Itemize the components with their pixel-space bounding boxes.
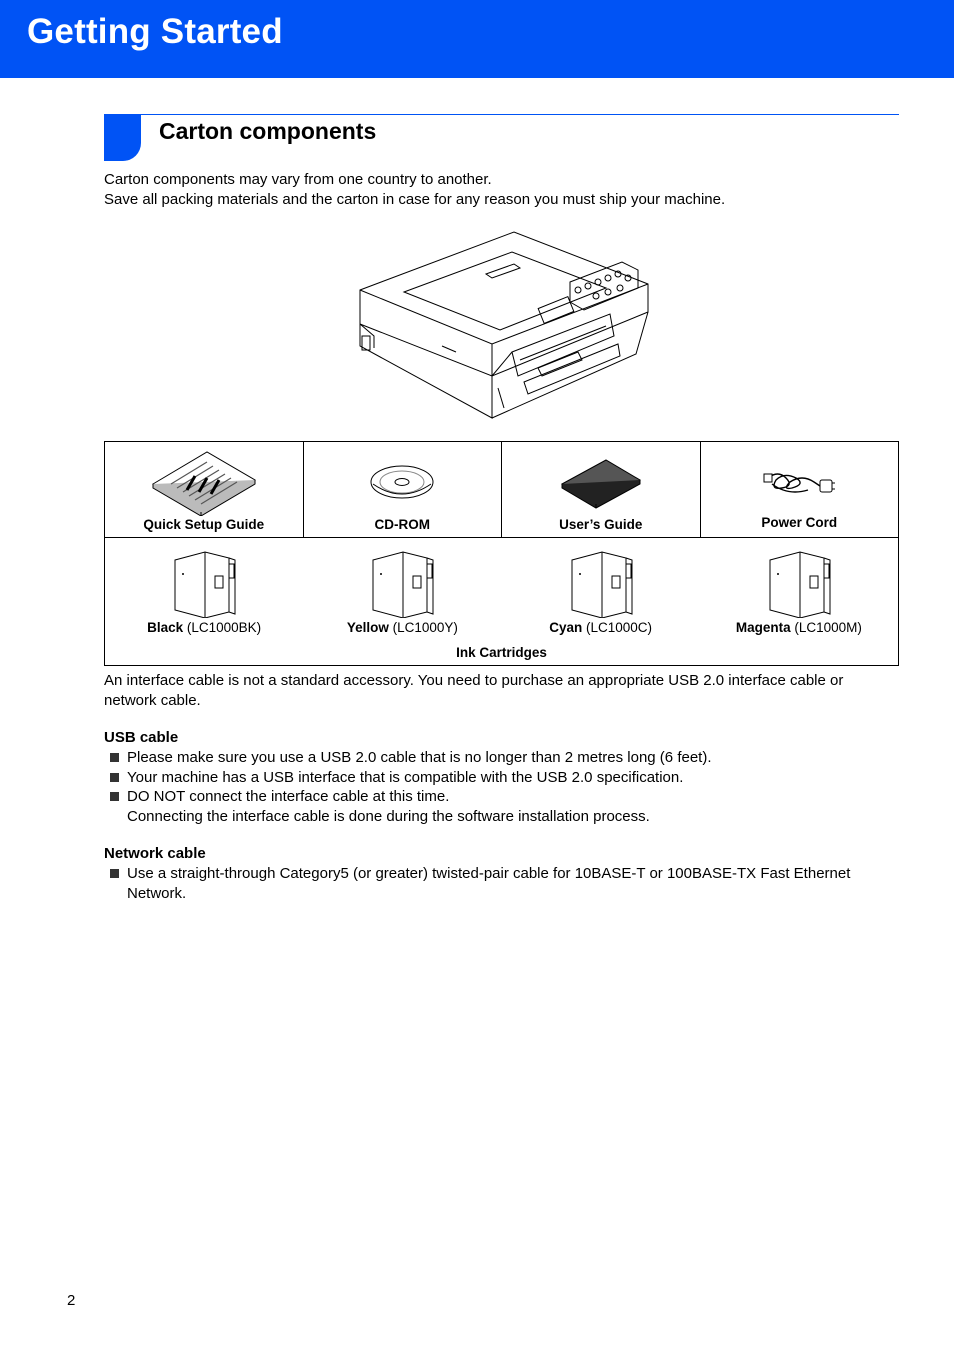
users-guide-icon xyxy=(560,458,642,510)
component-cell-quick-setup-guide xyxy=(105,442,304,538)
ink-color-name: Cyan xyxy=(549,620,583,635)
ink-cartridge-icon xyxy=(369,548,435,618)
ink-cartridge-icon xyxy=(568,548,634,618)
carton-components-table xyxy=(104,441,899,666)
bullet-square-icon xyxy=(110,773,119,782)
component-cell-cd-rom xyxy=(303,442,502,538)
ink-cartridge-icon xyxy=(171,548,237,618)
cd-rom-icon xyxy=(369,464,435,500)
ink-cartridge-icon xyxy=(766,548,832,618)
ink-cartridge-black xyxy=(105,538,303,638)
page-title: Getting Started xyxy=(27,12,283,51)
ink-color-name: Yellow xyxy=(346,620,389,635)
ink-code: (LC1000M) xyxy=(794,620,862,635)
component-cell-power-cord xyxy=(700,442,899,538)
intro-line-1: Carton components may vary from one country to another. xyxy=(104,171,492,188)
bullet-square-icon xyxy=(110,792,119,801)
interface-cable-note: An interface cable is not a standard accessory. You need to purchase an appropriate USB 2.0 interface cable or network cable. xyxy=(104,672,844,709)
ink-cartridge-cyan xyxy=(502,538,700,638)
component-label: Power Cord xyxy=(761,515,838,530)
section-title: Carton components xyxy=(159,118,377,144)
header-band xyxy=(0,0,954,78)
ink-cartridges-cell xyxy=(105,538,899,666)
bullet-text: DO NOT connect the interface cable at this time. xyxy=(127,788,450,805)
ink-color-name: Black xyxy=(147,620,184,635)
page-number: 2 xyxy=(67,1292,76,1309)
power-cord-icon xyxy=(762,468,836,500)
network-cable-heading: Network cable xyxy=(104,845,206,862)
bullet-text: Use a straight-through Category5 (or greater) twisted-pair cable for 10BASE-T or 100BASE-TX Fast Ethernet Network. xyxy=(127,865,851,902)
intro-line-2: Save all packing materials and the carton in case for any reason you must ship your machine. xyxy=(104,191,726,208)
component-label: Quick Setup Guide xyxy=(143,517,265,532)
bullet-square-icon xyxy=(110,753,119,762)
ink-cartridge-yellow xyxy=(303,538,501,638)
ink-cartridge-magenta xyxy=(700,538,898,638)
bullet-text: Your machine has a USB interface that is compatible with the USB 2.0 specification. xyxy=(127,769,684,786)
bullet-text: Please make sure you use a USB 2.0 cable that is no longer than 2 metres long (6 feet). xyxy=(127,749,712,766)
usb-cable-heading: USB cable xyxy=(104,729,179,746)
printer-illustration xyxy=(352,228,652,422)
section-tab-marker xyxy=(104,114,141,161)
section-rule xyxy=(104,114,899,115)
bullet-square-icon xyxy=(110,869,119,878)
component-cell-users-guide xyxy=(502,442,701,538)
ink-color-name: Magenta xyxy=(735,620,791,635)
bullet-text-continued: Connecting the interface cable is done during the software installation process. xyxy=(127,807,650,825)
ink-code: (LC1000C) xyxy=(586,620,653,635)
quick-setup-guide-icon xyxy=(151,450,257,516)
component-label: CD-ROM xyxy=(374,517,430,532)
ink-cartridges-caption: Ink Cartridges xyxy=(456,645,547,660)
ink-cartridges-grid xyxy=(105,538,898,638)
ink-code: (LC1000BK) xyxy=(186,620,262,635)
component-label: User’s Guide xyxy=(559,517,643,532)
ink-code: (LC1000Y) xyxy=(392,620,458,635)
